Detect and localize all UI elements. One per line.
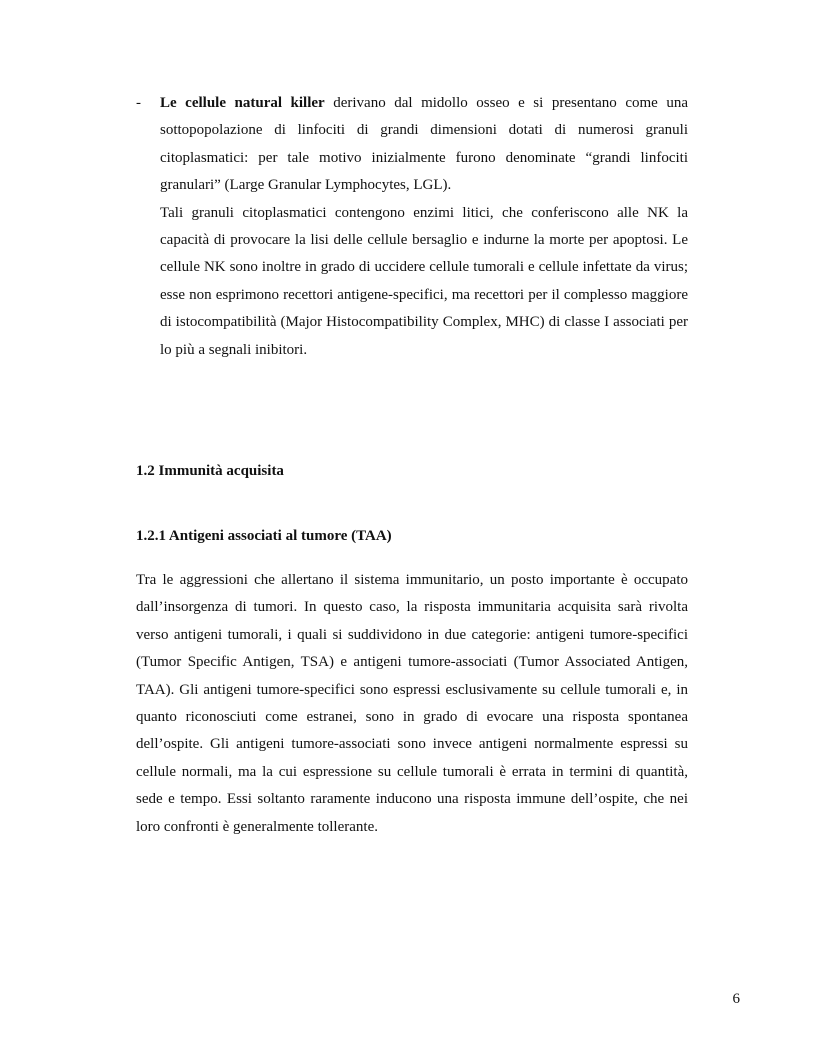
main-paragraph: Tra le aggressioni che allertano il sistema immunitario, un posto importante è occupato dall’insorgenza di tumori. In questo caso, la risposta immunitaria acquisita sarà rivolta verso antigeni tumorali, i quali si suddividono in due categorie: antigeni tumore-specifici (Tumor Specific Antigen, TSA) e antigeni tumore-associati (Tumor Associated Antigen, TAA). Gli antigeni tumore-specifici sono espressi esclusivamente su cellule tumorali e, in quanto riconosciuti come estranei, sono in grado di evocare una risposta spontanea dell’ospite. Gli antigeni tumore-associati sono invece antigeni normalmente espressi su cellule normali, ma la cui espressione su cellule tumorali è errata in termini di quantità, sede e tempo. Essi soltanto raramente inducono una risposta immune dell’ospite, che nei loro confronti è generalmente tollerante. [136, 572, 688, 835]
section-heading: 1.2 Immunità acquisita [136, 463, 284, 479]
subsection-heading: 1.2.1 Antigeni associati al tumore (TAA) [136, 528, 392, 544]
bullet-paragraph-1 [160, 90, 688, 200]
bullet-content [160, 90, 688, 364]
bullet-paragraph-2: Tali granuli citoplasmatici contengono enzimi litici, che conferiscono alle NK la capacità di provocare la lisi delle cellule bersaglio e indurne la morte per apoptosi. Le cellule NK sono inoltre in grado di uccidere cellule tumorali e cellule infettate da virus; esse non esprimono recettori antigene-specifici, ma recettori per il complesso maggiore di istocompatibilità (Major Histocompatibility Complex, MHC) di classe I associati per lo più a segnali inibitori. [160, 204, 688, 358]
page-number: 6 [732, 991, 740, 1007]
main-paragraph-block [136, 567, 688, 841]
bullet-marker: - [136, 95, 141, 111]
bullet-lead-rest: derivano dal midollo osseo e si presentano come una sottopopolazione di linfociti di grandi dimensioni dotati di numerosi granuli citoplasmatici: per tale motivo inizialmente furono denominate “grandi linfociti granulari” (Large Granular Lymphocytes, LGL). [160, 95, 688, 194]
bullet-lead-bold: Le cellule natural killer [160, 95, 325, 111]
